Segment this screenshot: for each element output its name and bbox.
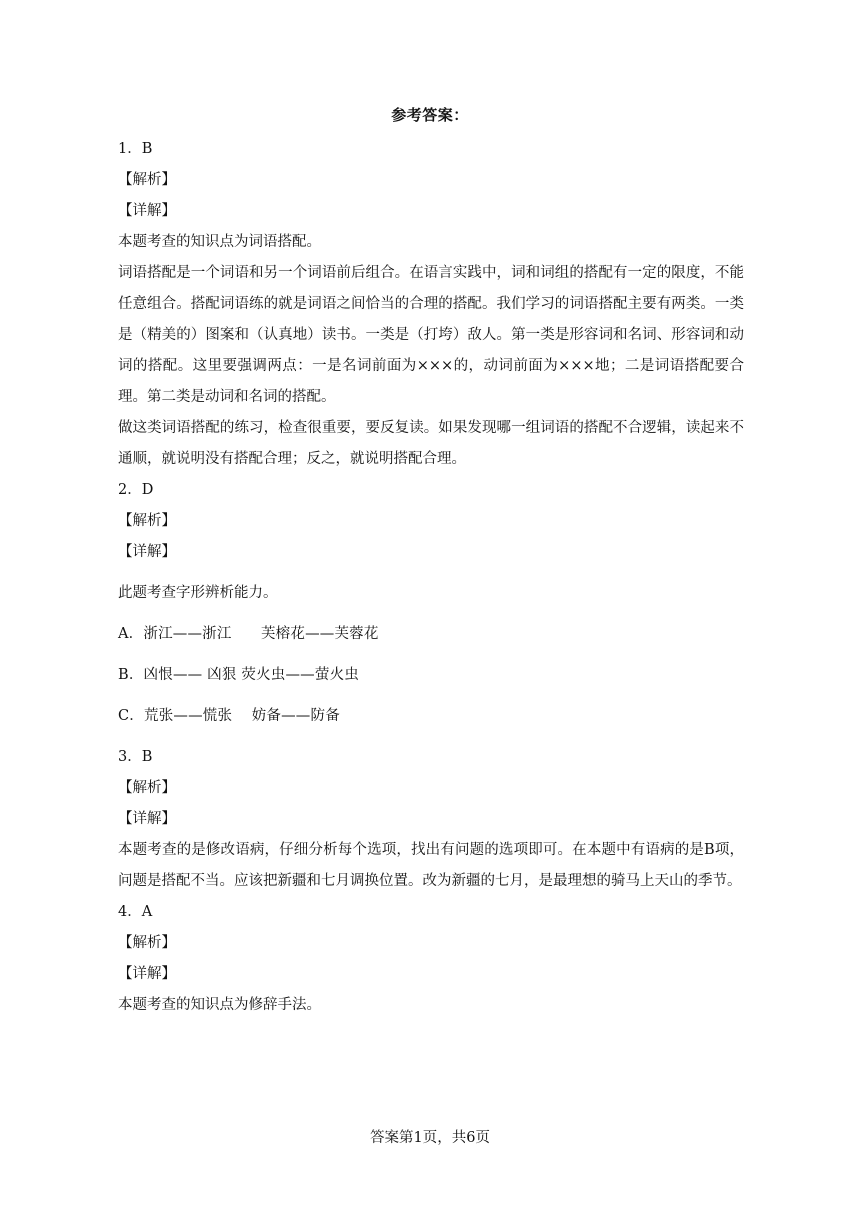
q2-option-c: C．荒张——慌张 妨备——防备 xyxy=(118,708,340,724)
q4-paragraph-1: 本题考查的知识点为修辞手法。 xyxy=(118,997,321,1013)
page-title: 参考答案： xyxy=(391,106,469,124)
q2-detail-label: 【详解】 xyxy=(118,544,176,560)
q3-detail-label: 【详解】 xyxy=(118,811,176,827)
answer-content xyxy=(118,134,744,1021)
q2-analysis-label: 【解析】 xyxy=(118,513,176,529)
q1-analysis-label: 【解析】 xyxy=(118,172,176,188)
q4-analysis-label: 【解析】 xyxy=(118,935,176,951)
q2-option-a: A．浙江——浙江 芙榕花——芙蓉花 xyxy=(118,626,379,642)
q4-detail-label: 【详解】 xyxy=(118,966,176,982)
q2-option-b: B．凶恨—— 凶狠 荧火虫——萤火虫 xyxy=(118,667,359,683)
q2-paragraph-1: 此题考查字形辨析能力。 xyxy=(118,585,278,601)
q3-paragraph-1: 本题考查的是修改语病，仔细分析每个选项，找出有问题的选项即可。在本题中有语病的是B项，问题是搭配不当。应该把新疆和七月调换位置。改为新疆的七月，是最理想的骑马上天山的季节。 xyxy=(118,842,744,889)
q1-paragraph-1: 本题考查的知识点为词语搭配。 xyxy=(118,234,321,250)
q2-answer: 2．D xyxy=(118,482,154,498)
q3-analysis-label: 【解析】 xyxy=(118,780,176,796)
q1-paragraph-2: 词语搭配是一个词语和另一个词语前后组合。在语言实践中，词和词组的搭配有一定的限度，不能任意组合。搭配词语练的就是词语之间恰当的合理的搭配。我们学习的词语搭配主要有两类。一类是（精美的）图案和（认真地）读书。一类是（打垮）敌人。第一类是形容词和名词、形容词和动词的搭配。这里要强调两点：一是名词前面为×××的，动词前面为×××地；二是词语搭配要合理。第二类是动词和名词的搭配。 xyxy=(118,265,744,405)
q1-answer: 1．B xyxy=(118,141,153,157)
q3-answer: 3．B xyxy=(118,749,153,765)
q1-detail-label: 【详解】 xyxy=(118,203,176,219)
page-footer: 答案第1页，共6页 xyxy=(370,1130,490,1146)
q4-answer: 4．A xyxy=(118,904,153,920)
q1-paragraph-3: 做这类词语搭配的练习，检查很重要，要反复读。如果发现哪一组词语的搭配不合逻辑，读起来不通顺，就说明没有搭配合理；反之，就说明搭配合理。 xyxy=(118,420,744,467)
